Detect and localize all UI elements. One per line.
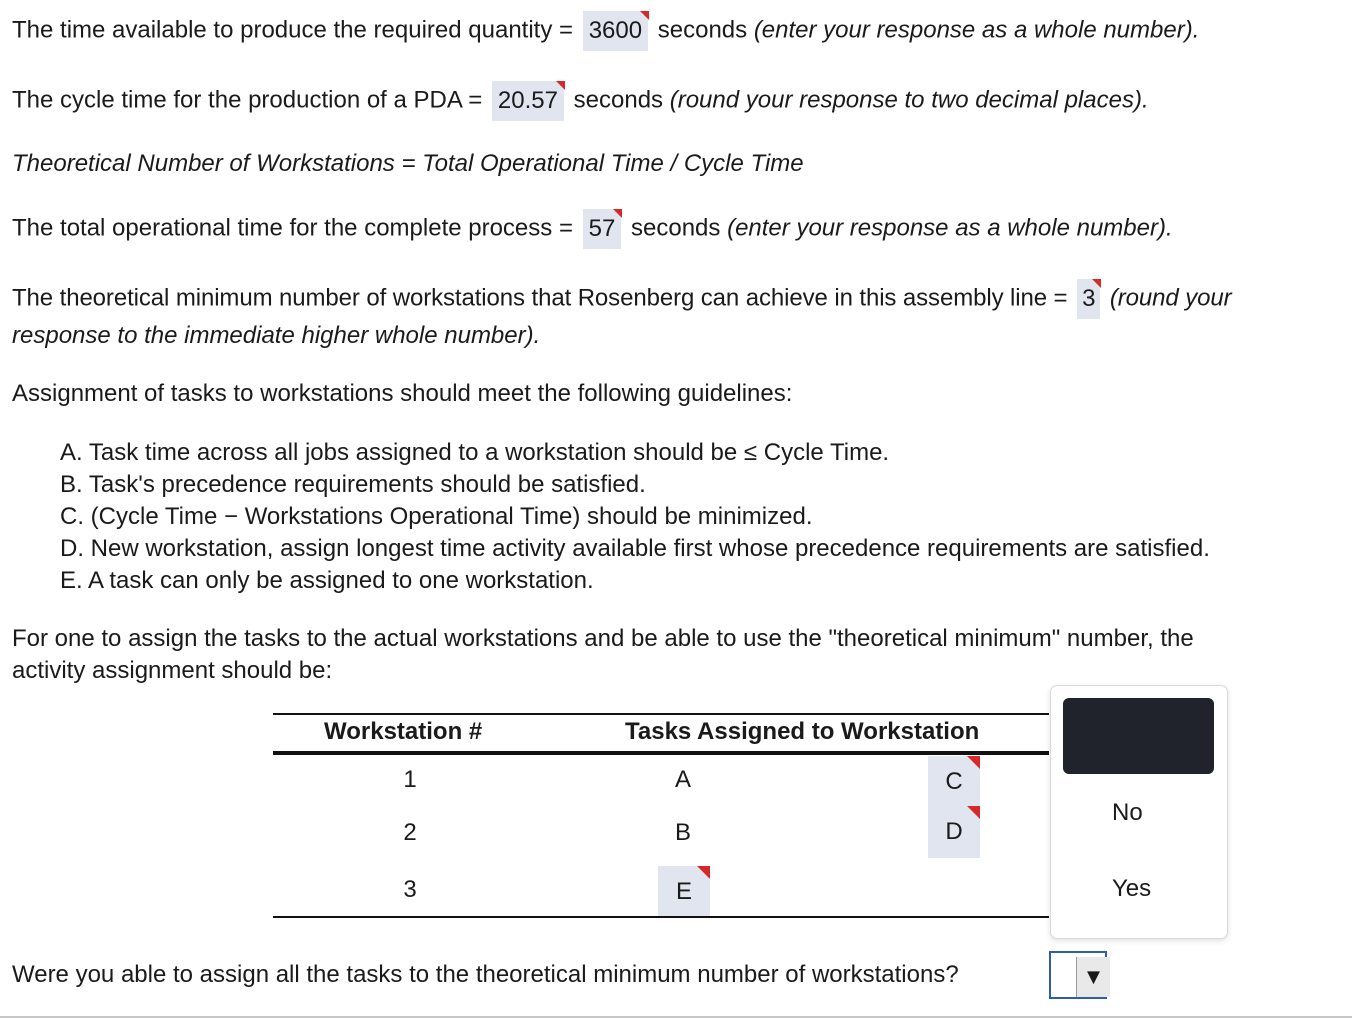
- header-workstation: Workstation #: [324, 718, 483, 745]
- available-time-answer[interactable]: [583, 11, 648, 51]
- flag-icon: [967, 756, 980, 769]
- dropdown-option-blank[interactable]: [1063, 698, 1214, 774]
- guidelines-intro-text: Assignment of tasks to workstations should meet the following guidelines:: [12, 380, 793, 407]
- answer-select[interactable]: [1049, 951, 1107, 999]
- formula-line: [12, 149, 804, 179]
- table-top-rule: [273, 713, 1049, 715]
- guideline-item: C. (Cycle Time − Workstations Operational Time) should be minimized.: [60, 503, 813, 530]
- available-time-line: [12, 11, 1199, 51]
- total-time-label: The total operational time for the complete process =: [12, 214, 573, 242]
- dropdown-caret-icon[interactable]: [1076, 957, 1110, 997]
- instruction-note: (round your response to two decimal places).: [669, 86, 1149, 114]
- guidelines-list: [60, 437, 1210, 597]
- instruction-note: (enter your response as a whole number).: [753, 16, 1200, 44]
- header-tasks: Tasks Assigned to Workstation: [625, 718, 980, 745]
- flag-icon: [613, 209, 622, 218]
- flag-icon: [697, 866, 710, 879]
- unit-label: seconds: [657, 16, 748, 44]
- unit-label: seconds: [573, 86, 664, 114]
- task-cell: B: [674, 819, 691, 846]
- dropdown-option-yes[interactable]: Yes: [1112, 875, 1152, 902]
- formula-text: Theoretical Number of Workstations = Total Operational Time / Cycle Time: [12, 150, 804, 177]
- available-time-label: The time available to produce the required quantity =: [12, 16, 574, 44]
- available-time-value[interactable]: 3600: [588, 17, 643, 44]
- caret-glyph: ▼: [1082, 964, 1105, 989]
- cycle-time-answer[interactable]: [492, 81, 564, 121]
- unit-label: seconds: [631, 214, 721, 242]
- min-workstations-value[interactable]: 3: [1082, 285, 1096, 312]
- task-answer[interactable]: [928, 806, 980, 858]
- guideline-item: E. A task can only be assigned to one workstation.: [60, 567, 594, 594]
- flag-icon: [640, 11, 649, 20]
- total-time-value[interactable]: 57: [588, 215, 616, 242]
- ws-number: 2: [403, 819, 417, 846]
- table-header-rule: [273, 751, 1049, 755]
- cycle-time-value[interactable]: 20.57: [497, 87, 558, 114]
- assign-intro-line: For one to assign the tasks to the actual workstations and be able to use the "theoretical minimum" number, the: [12, 625, 1194, 652]
- guideline-item: D. New workstation, assign longest time activity available first whose precedence requirements are satisfied.: [60, 535, 1210, 562]
- question-line: [12, 960, 959, 990]
- dropdown-option-no[interactable]: No: [1112, 799, 1143, 826]
- task-answer[interactable]: [928, 756, 980, 808]
- instruction-note: response to the immediate higher whole number).: [12, 322, 541, 349]
- guideline-item: B. Task's precedence requirements should be satisfied.: [60, 471, 646, 498]
- task-answer-value[interactable]: D: [945, 818, 963, 845]
- ws-number: 1: [403, 766, 417, 793]
- total-time-line: [12, 209, 1173, 249]
- cycle-time-line: [12, 81, 1149, 121]
- question-text: Were you able to assign all the tasks to the theoretical minimum number of workstations?: [12, 961, 959, 988]
- assign-intro-line: activity assignment should be:: [12, 657, 333, 684]
- min-workstations-label: The theoretical minimum number of workstations that Rosenberg can achieve in this assembly line =: [12, 284, 1068, 312]
- flag-icon: [1092, 279, 1101, 288]
- cycle-time-label: The cycle time for the production of a PDA =: [12, 86, 483, 114]
- min-workstations-answer[interactable]: [1077, 279, 1100, 319]
- task-cell: A: [674, 766, 691, 793]
- instruction-note: (enter your response as a whole number).: [727, 214, 1173, 242]
- total-time-answer[interactable]: [583, 209, 622, 249]
- dropdown-menu: [1050, 685, 1228, 939]
- task-answer-value[interactable]: C: [945, 768, 963, 795]
- instruction-note: (round your: [1109, 284, 1232, 312]
- flag-icon: [967, 806, 980, 819]
- ws-number: 3: [403, 876, 417, 903]
- table-bottom-rule: [273, 916, 1049, 918]
- flag-icon: [556, 81, 565, 90]
- guidelines-intro: [12, 379, 792, 409]
- assign-intro: [12, 623, 1194, 687]
- min-workstations-line: [12, 279, 1232, 319]
- task-answer-value[interactable]: E: [675, 878, 692, 905]
- guideline-item: A. Task time across all jobs assigned to a workstation should be ≤ Cycle Time.: [60, 439, 890, 466]
- min-workstations-note-line: [12, 321, 540, 351]
- task-answer[interactable]: [658, 866, 710, 918]
